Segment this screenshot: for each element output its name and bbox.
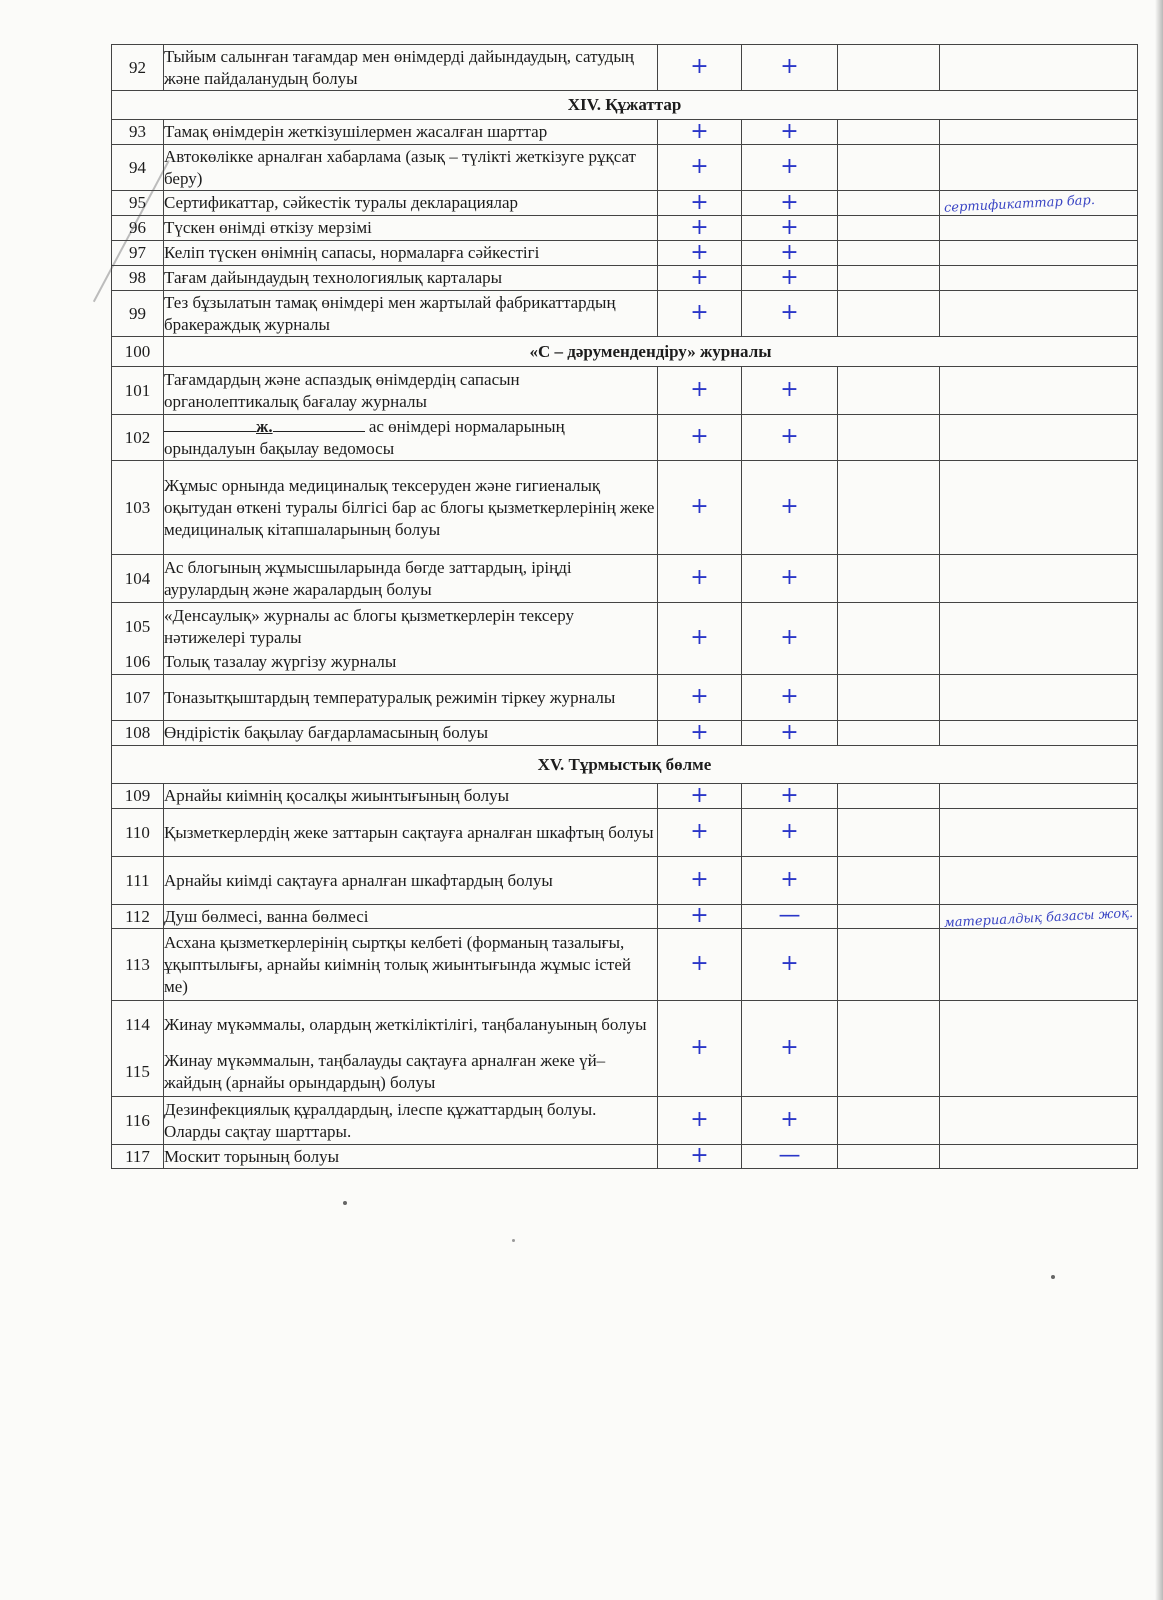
mark-plus: + xyxy=(780,377,799,402)
mark-plus: + xyxy=(690,903,709,928)
section-row xyxy=(112,91,1138,120)
mark-plus: + xyxy=(690,300,709,325)
table-row xyxy=(112,266,1138,291)
empty-cell xyxy=(838,784,940,809)
note-cell xyxy=(940,555,1138,603)
row-number: 110 xyxy=(112,809,164,857)
row-text: Түскен өнімді өткізу мерзімі xyxy=(164,216,658,241)
row-text: Тез бұзылатын тамақ өнімдері мен жартылай фабрикаттардың бракераждық журналы xyxy=(164,291,658,337)
empty-cell xyxy=(838,291,940,337)
table-row xyxy=(112,45,1138,91)
note-cell xyxy=(940,809,1138,857)
empty-cell xyxy=(838,266,940,291)
section-title: XIV. Құжаттар xyxy=(112,91,1138,120)
row-text: Жинау мүкәммалы, олардың жеткіліктілігі, таңбалануының болуы xyxy=(164,1001,658,1049)
row-number: 101 xyxy=(112,367,164,415)
empty-cell xyxy=(838,45,940,91)
table-row xyxy=(112,929,1138,1001)
empty-cell xyxy=(838,120,940,145)
mark-plus: + xyxy=(690,239,709,265)
row-number: 107 xyxy=(112,675,164,721)
row-number: 98 xyxy=(112,266,164,291)
note-cell xyxy=(940,415,1138,461)
empty-cell xyxy=(838,1145,940,1169)
table-row xyxy=(112,241,1138,266)
table-row xyxy=(112,675,1138,721)
mark-plus: + xyxy=(780,951,799,976)
row-text: Жинау мүкәммалын, таңбалауды сақтауға арналған жеке үй–жайдың (арнайы орындардың) болуы xyxy=(164,1049,658,1097)
note-cell xyxy=(940,266,1138,291)
note-cell xyxy=(940,291,1138,337)
mark-plus: + xyxy=(780,424,799,449)
empty-cell xyxy=(838,675,940,721)
table-row xyxy=(112,1097,1138,1145)
empty-cell xyxy=(838,461,940,555)
empty-cell xyxy=(838,857,940,905)
row-number: 116 xyxy=(112,1097,164,1145)
row-number: 106 xyxy=(112,651,164,675)
mark-plus: + xyxy=(780,300,799,325)
mark-plus: + xyxy=(690,494,709,519)
empty-cell xyxy=(838,1001,940,1097)
row-text: Қызметкерлердің жеке заттарын сақтауға арналған шкафтың болуы xyxy=(164,809,658,857)
table-row xyxy=(112,145,1138,191)
mark-plus: + xyxy=(690,684,709,709)
note-cell xyxy=(940,461,1138,555)
row-text: Автокөлікке арналған хабарлама (азық – түлікті жеткізуге рұқсат беру) xyxy=(164,145,658,191)
mark-plus: + xyxy=(690,189,709,215)
row-text xyxy=(164,415,658,461)
row-text: «Денсаулық» журналы ас блогы қызметкерлерін тексеру нәтижелері туралы xyxy=(164,603,658,651)
row-text: Тағамдардың және аспаздық өнімдердің сапасын органолептикалық бағалау журналы xyxy=(164,367,658,415)
table-row xyxy=(112,1001,1138,1049)
mark-plus: + xyxy=(690,377,709,402)
row-text: Москит торының болуы xyxy=(164,1145,658,1169)
empty-cell xyxy=(838,216,940,241)
row-text: Арнайы киімнің қосалқы жиынтығының болуы xyxy=(164,784,658,809)
row-text: Толық тазалау жүргізу журналы xyxy=(164,651,658,675)
mark-plus: + xyxy=(780,264,799,290)
row-number: 115 xyxy=(112,1049,164,1097)
mark-plus: + xyxy=(690,951,709,976)
empty-cell xyxy=(838,241,940,266)
mark-plus: + xyxy=(690,214,709,240)
row-number: 92 xyxy=(112,45,164,91)
note-cell xyxy=(940,603,1138,675)
row-number: 95 xyxy=(112,191,164,216)
row-text-part: орындалуын бақылау ведомосы xyxy=(164,438,395,458)
row-number: 111 xyxy=(112,857,164,905)
table-row xyxy=(112,367,1138,415)
empty-cell xyxy=(838,905,940,929)
row-number: 104 xyxy=(112,555,164,603)
handwritten-note: материалдық базасы жоқ. xyxy=(943,905,1134,931)
row-text: Тағам дайындаудың технологиялық карталары xyxy=(164,266,658,291)
table-row xyxy=(112,415,1138,461)
empty-cell xyxy=(838,809,940,857)
mark-plus: + xyxy=(780,565,799,590)
row-text: Арнайы киімді сақтауға арналған шкафтардың болуы xyxy=(164,857,658,905)
row-number: 99 xyxy=(112,291,164,337)
mark-plus: + xyxy=(690,782,709,808)
mark-plus: + xyxy=(690,719,709,745)
mark-plus: + xyxy=(780,118,799,144)
row-number: 105 xyxy=(112,603,164,651)
row-text: Тыйым салынған тағамдар мен өнімдерді дайындаудың, сатудың және пайдаланудың болуы xyxy=(164,45,658,91)
mark-plus: + xyxy=(780,154,799,179)
section-row xyxy=(112,337,1138,367)
table-row xyxy=(112,809,1138,857)
note-cell xyxy=(940,216,1138,241)
row-text: Тамақ өнімдерін жеткізушілермен жасалған шарттар xyxy=(164,120,658,145)
mark-plus: + xyxy=(690,264,709,290)
row-text: Дезинфекциялық құралдардың, ілеспе құжаттардың болуы. Оларды сақтау шарттары. xyxy=(164,1097,658,1145)
mark-plus: + xyxy=(690,54,709,79)
empty-cell xyxy=(838,367,940,415)
mark-minus: — xyxy=(778,903,801,928)
table-row xyxy=(112,216,1138,241)
table-row xyxy=(112,905,1138,929)
row-number: 96 xyxy=(112,216,164,241)
empty-cell xyxy=(838,415,940,461)
mark-plus: + xyxy=(690,424,709,449)
empty-cell xyxy=(838,721,940,746)
mark-plus: + xyxy=(690,1143,709,1168)
mark-plus: + xyxy=(690,625,709,650)
section-title: «С – дәрумендендіру» журналы xyxy=(164,337,1138,367)
table-row xyxy=(112,603,1138,651)
note-cell xyxy=(940,857,1138,905)
mark-plus: + xyxy=(780,782,799,808)
note-cell xyxy=(940,367,1138,415)
note-cell xyxy=(940,1097,1138,1145)
table-row xyxy=(112,857,1138,905)
row-number: 93 xyxy=(112,120,164,145)
scan-speck xyxy=(1051,1275,1055,1279)
section-title: XV. Тұрмыстық бөлме xyxy=(112,746,1138,784)
row-text: Тоназытқыштардың температуралық режимін тіркеу журналы xyxy=(164,675,658,721)
row-number: 113 xyxy=(112,929,164,1001)
row-text: Душ бөлмесі, ванна бөлмесі xyxy=(164,905,658,929)
note-cell xyxy=(940,241,1138,266)
table-row xyxy=(112,191,1138,216)
mark-plus: + xyxy=(690,867,709,892)
row-text: Жұмыс орнында медициналық тексеруден және гигиеналық оқытудан өткені туралы білгісі бар ас блогы қызметкерлерінің жеке медициналық кітапшаларының болуы xyxy=(164,461,658,555)
table-row xyxy=(112,1145,1138,1169)
mark-plus: + xyxy=(780,189,799,215)
mark-plus: + xyxy=(690,154,709,179)
mark-plus: + xyxy=(780,494,799,519)
note-cell xyxy=(940,784,1138,809)
note-cell xyxy=(940,120,1138,145)
empty-cell xyxy=(838,191,940,216)
table-row xyxy=(112,784,1138,809)
mark-plus: + xyxy=(780,1035,799,1060)
table-row xyxy=(112,555,1138,603)
scan-speck xyxy=(512,1239,515,1242)
mark-plus: + xyxy=(690,118,709,144)
mark-minus: — xyxy=(778,1143,801,1168)
row-text-part: ас өнімдері нормаларының xyxy=(364,416,565,436)
row-number: 108 xyxy=(112,721,164,746)
row-text: Өндірістік бақылау бағдарламасының болуы xyxy=(164,721,658,746)
table-row xyxy=(112,461,1138,555)
mark-plus: + xyxy=(780,867,799,892)
note-cell xyxy=(940,1001,1138,1097)
empty-cell xyxy=(838,145,940,191)
row-text: Сертификаттар, сәйкестік туралы декларациялар xyxy=(164,191,658,216)
row-number: 114 xyxy=(112,1001,164,1049)
note-cell xyxy=(940,721,1138,746)
table-row xyxy=(112,291,1138,337)
note-cell xyxy=(940,145,1138,191)
row-number: 94 xyxy=(112,145,164,191)
blank-line xyxy=(273,417,365,432)
note-cell xyxy=(940,45,1138,91)
year-abbrev: ж. xyxy=(256,416,273,436)
row-number: 97 xyxy=(112,241,164,266)
scan-edge-shadow xyxy=(1155,0,1163,1600)
row-number: 117 xyxy=(112,1145,164,1169)
row-text: Келіп түскен өнімнің сапасы, нормаларға сәйкестігі xyxy=(164,241,658,266)
mark-plus: + xyxy=(690,819,709,844)
table-row xyxy=(112,721,1138,746)
empty-cell xyxy=(838,603,940,675)
blank-line xyxy=(164,417,256,432)
row-text: Ас блогының жұмысшыларында бөгде заттардың, іріңді аурулардың және жаралардың болуы xyxy=(164,555,658,603)
mark-plus: + xyxy=(690,1107,709,1132)
mark-plus: + xyxy=(780,719,799,745)
mark-plus: + xyxy=(690,565,709,590)
note-cell xyxy=(940,191,1138,216)
mark-plus: + xyxy=(780,819,799,844)
mark-plus: + xyxy=(780,684,799,709)
scan-speck xyxy=(343,1201,347,1205)
handwritten-note: сертификаттар бар. xyxy=(943,192,1096,216)
note-cell xyxy=(940,929,1138,1001)
empty-cell xyxy=(838,929,940,1001)
note-cell xyxy=(940,905,1138,929)
section-row xyxy=(112,746,1138,784)
note-cell xyxy=(940,675,1138,721)
row-number: 112 xyxy=(112,905,164,929)
row-text: Асхана қызметкерлерінің сыртқы келбеті (форманың тазалығы, ұқыптылығы, арнайы киімнің толық жиынтығында жұмыс істей ме) xyxy=(164,929,658,1001)
empty-cell xyxy=(838,555,940,603)
table-row xyxy=(112,120,1138,145)
row-number: 109 xyxy=(112,784,164,809)
note-cell xyxy=(940,1145,1138,1169)
empty-cell xyxy=(838,1097,940,1145)
mark-plus: + xyxy=(690,1035,709,1060)
mark-plus: + xyxy=(780,54,799,79)
row-number: 103 xyxy=(112,461,164,555)
row-number: 102 xyxy=(112,415,164,461)
mark-plus: + xyxy=(780,214,799,240)
mark-plus: + xyxy=(780,1107,799,1132)
mark-plus: + xyxy=(780,239,799,265)
checklist-table xyxy=(111,44,1138,1169)
mark-plus: + xyxy=(780,625,799,650)
row-number: 100 xyxy=(112,337,164,367)
